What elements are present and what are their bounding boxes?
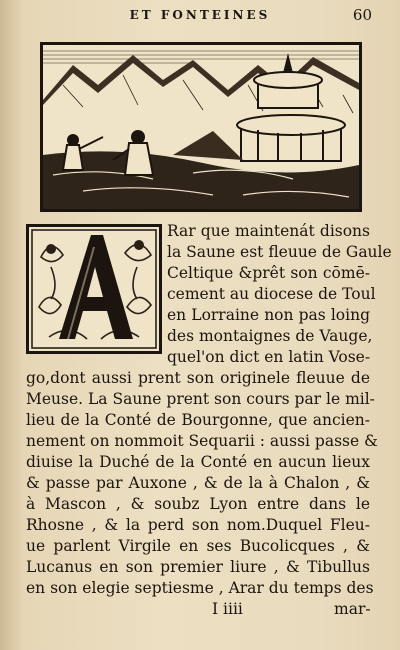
page-number: 60 — [352, 6, 372, 24]
text-line: Rhosne , & la perd son nom.Duquel Fleu- — [26, 516, 370, 534]
decorated-initial — [26, 224, 162, 354]
text-line: quel'on dict en latin Vose- — [167, 348, 371, 366]
letter-a-initial-icon — [29, 227, 159, 351]
text-line: Rar que maintenát disons — [167, 222, 370, 240]
text-line: ue parlent Virgile en ses Bucolicques , & — [26, 537, 370, 555]
woodcut-illustration — [40, 42, 362, 212]
text-line: Meuse. La Saune prent son cours par le mil- — [26, 390, 375, 408]
signature-mark: I iiii — [212, 600, 243, 618]
text-line: cement au diocese de Toul — [167, 285, 376, 303]
text-line: en son elegie septiesme , Arar du temps des — [26, 579, 374, 597]
catchword: mar- — [334, 600, 371, 618]
text-line: à Mascon , & soubz Lyon entre dans le — [26, 495, 370, 513]
text-line: en Lorraine non pas loing — [167, 306, 370, 324]
text-line: & passe par Auxone , & de la à Chalon , & — [26, 474, 370, 492]
text-line: des montaignes de Vauge, — [167, 327, 373, 345]
text-line: la Saune est fleuue de Gaule — [167, 243, 392, 261]
text-line: go,dont aussi prent son originele fleuue de — [26, 369, 370, 387]
text-line: nement on nommoit Sequarii : aussi passe & — [26, 432, 378, 450]
fountain-river-woodcut-icon — [43, 45, 359, 209]
text-line: diuise la Duché de la Conté en aucun lieux — [26, 453, 370, 471]
text-line: lieu de la Conté de Bourgonne, que ancien- — [26, 411, 370, 429]
running-title: ET FONTEINES — [129, 8, 271, 22]
text-line: Lucanus en son premier liure , & Tibullus — [26, 558, 370, 576]
text-line: Celtique &prêt son cōmē- — [167, 264, 370, 282]
